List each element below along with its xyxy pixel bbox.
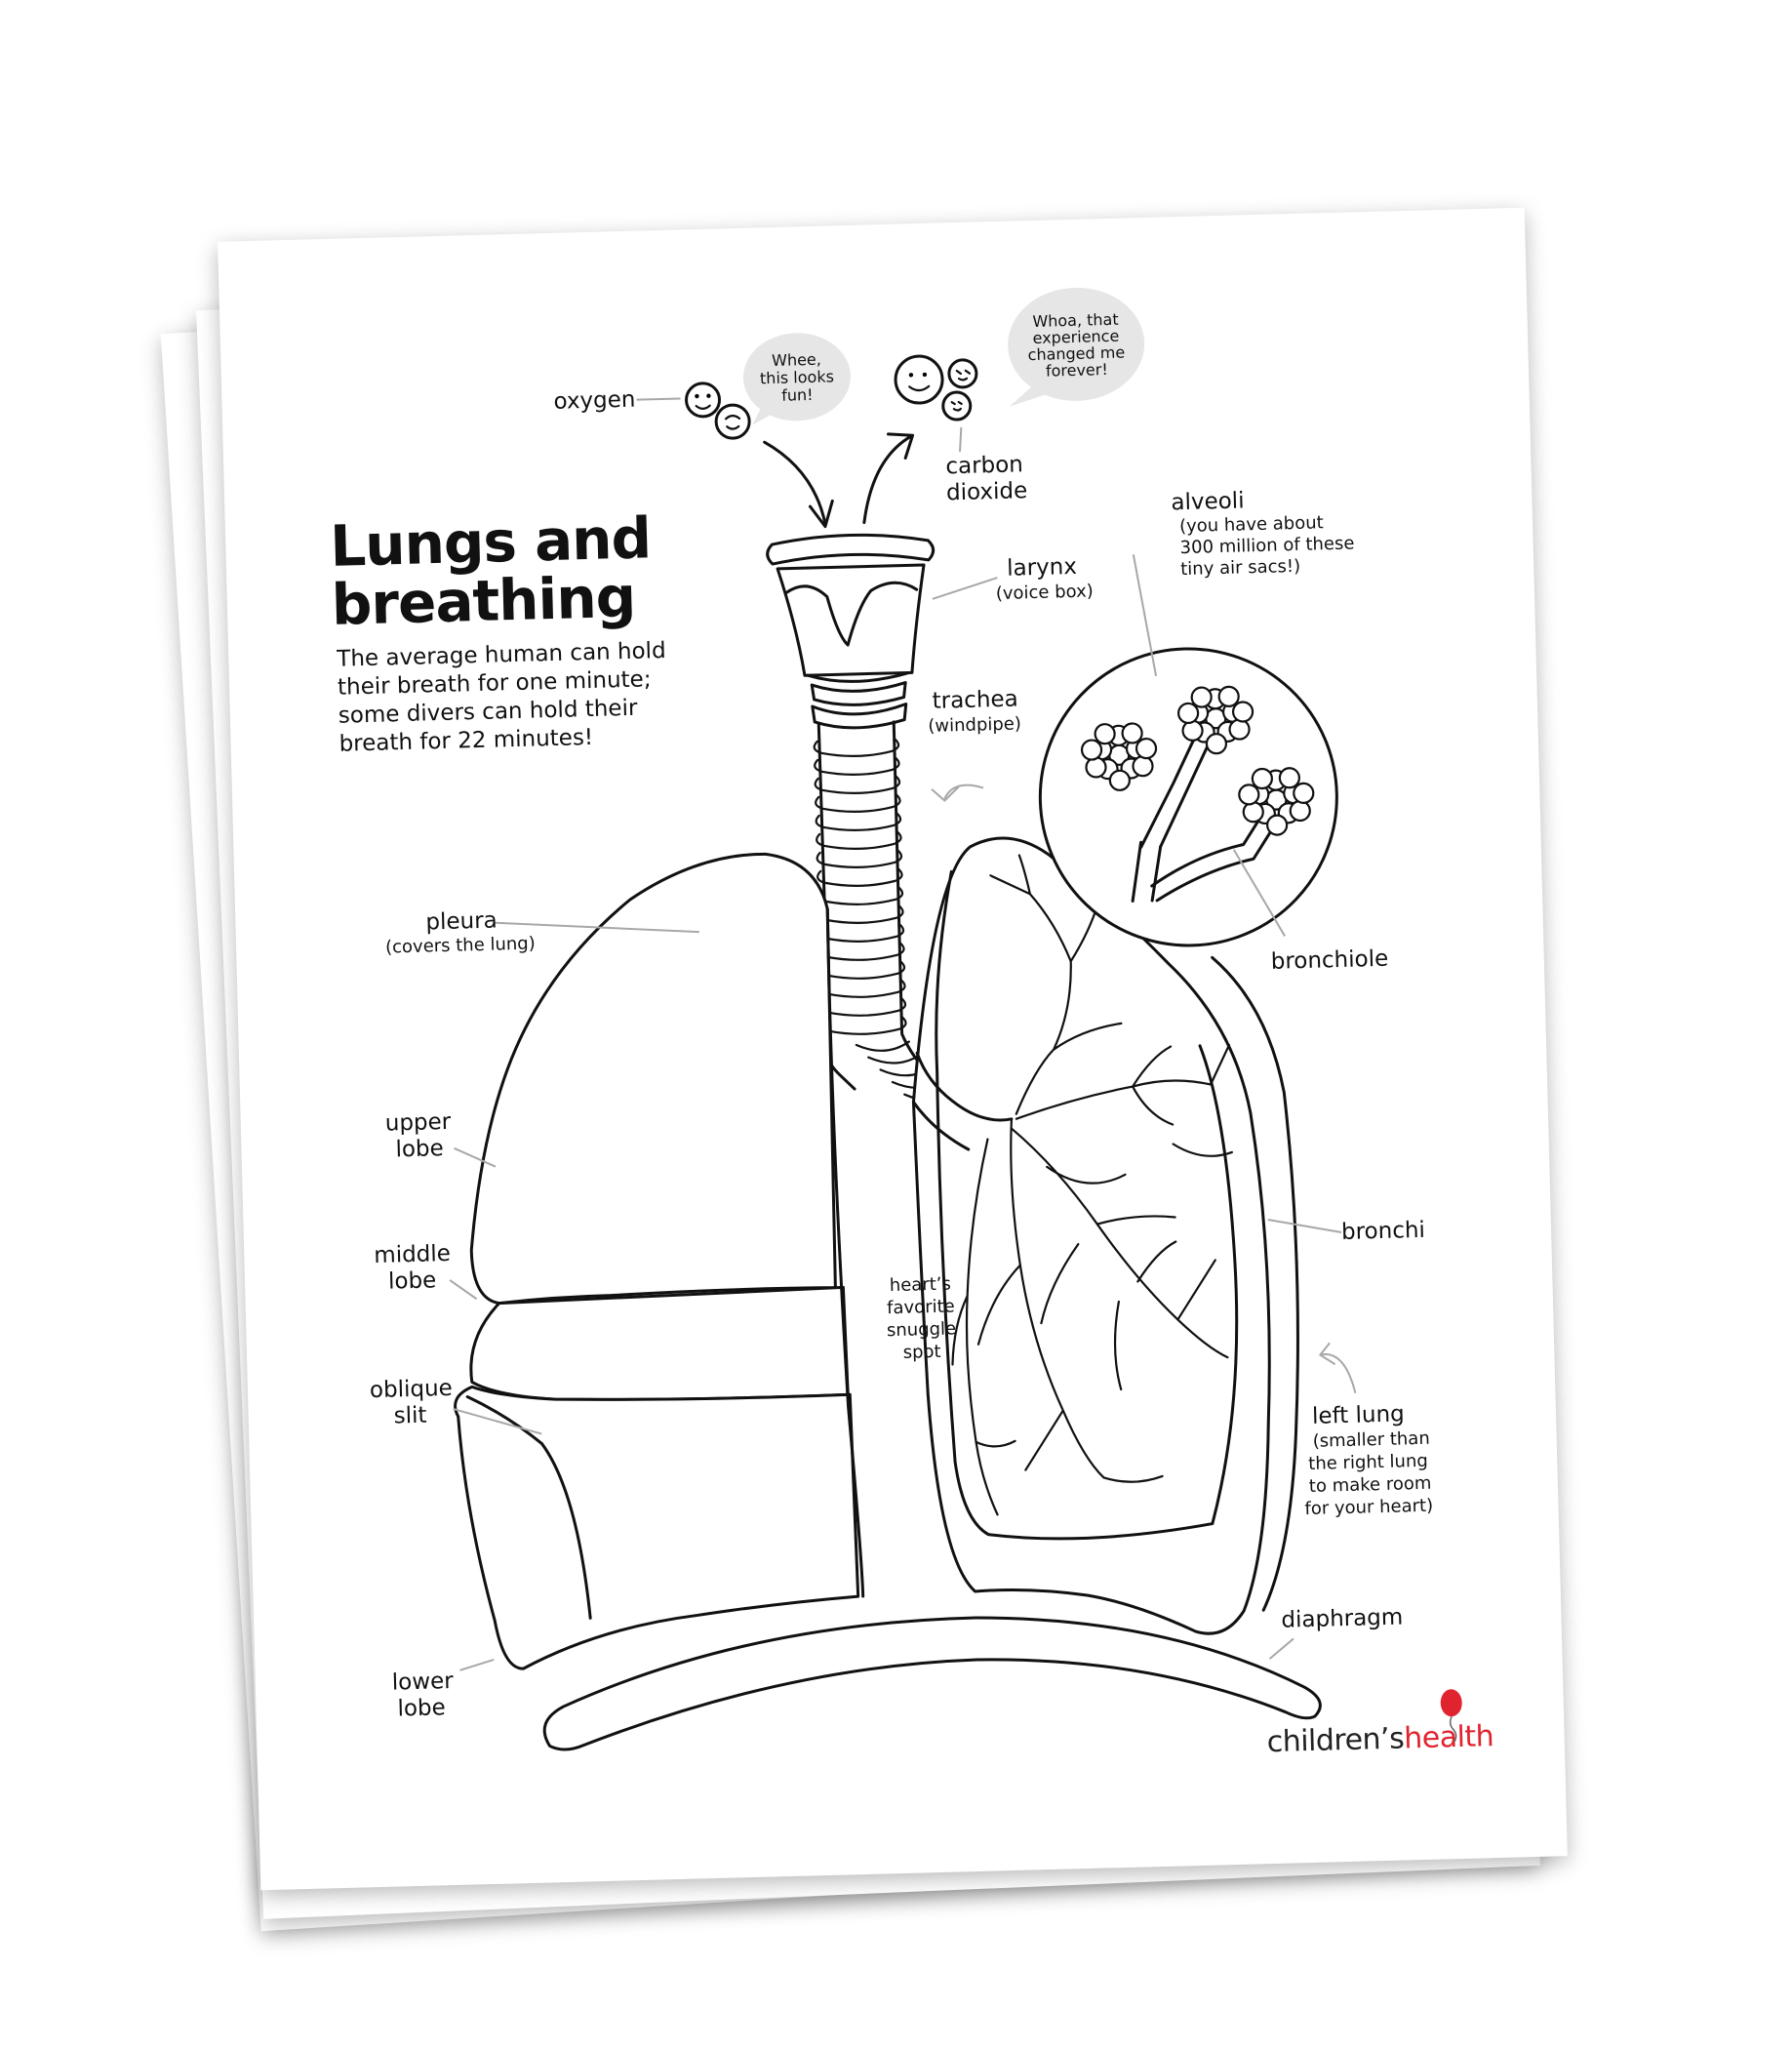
middle-lobe-label-1: middle — [374, 1240, 452, 1268]
diaphragm-label: diaphragm — [1281, 1604, 1404, 1633]
carbon-dioxide-label-1: carbon — [945, 452, 1024, 480]
right-lung — [441, 852, 864, 1670]
svg-text:breath for 22 minutes!: breath for 22 minutes! — [338, 724, 594, 757]
svg-text:300 million of these: 300 million of these — [1179, 533, 1355, 559]
larynx — [767, 533, 937, 730]
alveoli-note — [1179, 511, 1355, 580]
svg-text:this looks: this looks — [759, 367, 835, 388]
svg-text:snuggle: snuggle — [886, 1318, 957, 1342]
balloon-icon — [1440, 1689, 1462, 1717]
svg-text:Whee,: Whee, — [771, 349, 822, 370]
larynx-label: larynx — [1006, 553, 1078, 582]
oblique-slit-label-1: oblique — [369, 1375, 454, 1404]
svg-text:The average human can hold: The average human can hold — [337, 637, 666, 672]
svg-text:heart’s: heart’s — [889, 1273, 952, 1297]
title-line-1: Lungs and — [329, 504, 652, 580]
svg-text:changed me: changed me — [1027, 342, 1126, 365]
svg-text:children’shealth: children’shealth — [1266, 1719, 1494, 1760]
pleura-note: (covers the lung) — [384, 933, 537, 958]
larynx-note: (voice box) — [995, 581, 1095, 605]
upper-lobe-label-2: lobe — [395, 1136, 445, 1163]
svg-text:forever!: forever! — [1045, 359, 1108, 381]
svg-text:fun!: fun! — [781, 384, 814, 405]
co2-out-arrow — [862, 436, 913, 522]
lower-lobe-label-2: lobe — [397, 1695, 447, 1722]
bronchi-label: bronchi — [1340, 1217, 1426, 1246]
svg-text:for your heart): for your heart) — [1304, 1495, 1434, 1520]
middle-lobe-label-2: lobe — [387, 1267, 437, 1295]
oxygen-label: oxygen — [553, 386, 636, 415]
left-lung-label: left lung — [1311, 1401, 1406, 1429]
oxygen-molecule — [686, 382, 749, 440]
svg-text:to make room: to make room — [1308, 1472, 1432, 1497]
oblique-slit-label-2: slit — [393, 1402, 427, 1429]
svg-text:Whoa, that: Whoa, that — [1032, 309, 1119, 331]
left-lung-note — [1302, 1428, 1433, 1519]
svg-text:some divers can hold their: some divers can hold their — [338, 695, 638, 729]
svg-text:(you have about: (you have about — [1178, 512, 1324, 538]
lower-lobe-label-1: lower — [391, 1668, 455, 1696]
svg-text:the right lung: the right lung — [1308, 1450, 1429, 1474]
intro-text — [336, 638, 668, 757]
svg-text:(smaller than: (smaller than — [1312, 1427, 1430, 1452]
upper-lobe-label-1: upper — [384, 1108, 452, 1137]
svg-text:favorite: favorite — [886, 1296, 955, 1319]
svg-text:spot: spot — [902, 1341, 941, 1363]
svg-text:their breath for one minute;: their breath for one minute; — [337, 666, 652, 701]
alveoli-label: alveoli — [1171, 488, 1245, 516]
pleura-label: pleura — [425, 907, 498, 936]
bronchiole-label: bronchiole — [1270, 945, 1389, 975]
svg-text:tiny air sacs!): tiny air sacs!) — [1179, 555, 1301, 581]
svg-text:experience: experience — [1032, 326, 1120, 347]
carbon-dioxide-molecule — [895, 355, 977, 422]
trachea-note: (windpipe) — [928, 713, 1022, 737]
trachea-label: trachea — [932, 686, 1019, 714]
title-line-2: breathing — [330, 563, 636, 638]
carbon-dioxide-label-2: dioxide — [945, 478, 1028, 506]
